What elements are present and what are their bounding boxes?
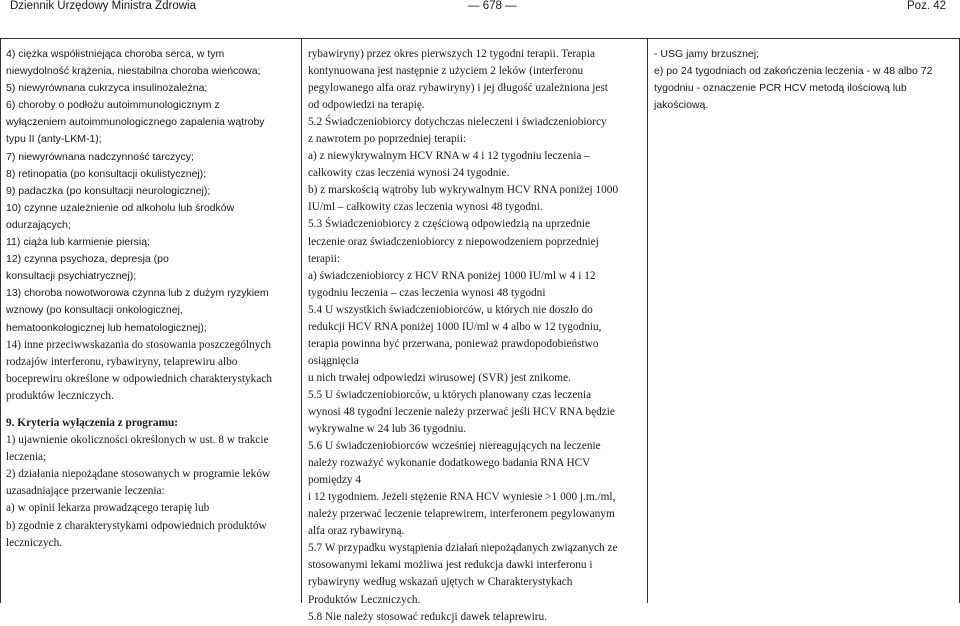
item-number: Poz. 42 (907, 0, 946, 12)
text-line: b) zgodnie z charakterystykami odpowiednich produktów (6, 519, 267, 532)
text-line: kontynuowana jest następnie z użyciem 2 leków (interferonu (308, 65, 584, 78)
text-line: terapia powinna być przerwana, ponieważ prawdopodobieństwo (308, 337, 599, 350)
text-line: 6) choroby o podłożu autoimmunologicznym z (6, 99, 220, 112)
text-line: należy rozważyć wykonanie dodatkowego badania RNA HCV (308, 457, 591, 470)
text-line: boceprewiru określone w odpowiednich charakterystykach (6, 372, 273, 385)
text-line: wyłączeniem autoimmunologicznego zapalenia wątroby (6, 116, 265, 129)
text-line: 5.3 Świadczeniobiorcy z częściową odpowiedzią na uprzednie (308, 218, 590, 231)
text-line: hematoonkologicznej lub hematologicznej); (6, 321, 207, 334)
text-line: osiągnięcia (308, 354, 359, 367)
text-line: tygodniu - oznaczenie PCR HCV metodą ilościową lub (654, 82, 907, 95)
text-line: 14) inne przeciwwskazania do stosowania poszczególnych (6, 338, 272, 351)
text-line: redukcji HCV RNA poniżej 1000 IU/ml w 4 albo w 12 tygodniu, (308, 320, 602, 333)
text-line: e) po 24 tygodniach od zakończenia leczenia - w 48 albo 72 (654, 65, 933, 78)
text-line: leczenie oraz świadczeniobiorcy z niepowodzeniem poprzedniej (308, 235, 599, 248)
text-line: 4) ciężka współistniejąca choroba serca, w tym (6, 48, 225, 60)
text-line: leczniczych. (6, 536, 63, 549)
page-number: — 678 — (468, 0, 517, 12)
text-line: 2) działania niepożądane stosowanych w programie leków (6, 468, 271, 481)
text-line: a) z niewykrywalnym HCV RNA w 4 i 12 tygodniu leczenia – (308, 150, 590, 163)
text-line: 8) retinopatia (po konsultacji okulistycznej); (6, 167, 207, 180)
text-line: rybawiryny) przez okres pierwszych 12 tygodni terapii. Terapia (308, 48, 595, 60)
journal-title: Dziennik Urzędowy Ministra Zdrowia (10, 0, 196, 12)
text-line: 5.4 U wszystkich świadczeniobiorców, u których nie doszło do (308, 303, 593, 316)
text-line: wznowy (po konsultacji onkologicznej, (6, 304, 183, 317)
text-line: jakościową. (654, 99, 709, 112)
text-line: 10) czynne uzależnienie od alkoholu lub środków (6, 201, 235, 214)
section-spacer (6, 405, 296, 415)
text-line: wynosi 48 tygodni leczenie należy przerwać jeśli HCV RNA będzie (308, 405, 615, 418)
text-line: alfa oraz rybawiryną. (308, 525, 405, 538)
text-line: typu II (anty-LKM-1); (6, 133, 102, 146)
text-line: stosowanymi lekami możliwa jest redukcja dawki interferonu i (308, 559, 593, 572)
text-line: u nich trwałej odpowiedzi wirusowej (SVR) jest znikome. (308, 371, 571, 384)
text-line: terapii: (308, 252, 340, 265)
text-line: 1) ujawnienie okoliczności określonych w ust. 8 w trakcie (6, 434, 269, 447)
text-line: 5.7 W przypadku wystąpienia działań niepożądanych związanych ze (308, 542, 618, 555)
text-line: wykrywalne w 24 lub 36 tygodniu. (308, 423, 467, 436)
text-line: a) w opinii lekarza prowadzącego terapię lub (6, 502, 210, 515)
text-line: rodzajów interferonu, rybawiryny, telaprewiru albo (6, 355, 238, 368)
text-line: 11) ciąża lub karmienie piersią; (6, 236, 150, 249)
text-line: Produktów Leczniczych. (308, 593, 421, 606)
text-line: leczenia; (6, 451, 47, 464)
text-line: tygodniu leczenia – czas leczenia wynosi 48 tygodni (308, 286, 546, 299)
text-line: 7) niewyrównana nadczynność tarczycy; (6, 150, 194, 163)
text-line: 5.2 Świadczeniobiorcy dotychczas nieleczeni i świadczeniobiorcy (308, 116, 607, 129)
text-line: 12) czynna psychoza, depresja (po (6, 253, 169, 266)
text-line: konsultacji psychiatrycznej); (6, 270, 137, 283)
text-line: 5.8 Nie należy stosować redukcji dawek telaprewiru. (308, 610, 548, 623)
treatment-column (302, 38, 646, 623)
text-line: a) świadczeniobiorcy z HCV RNA poniżej 1000 IU/ml w 4 i 12 (308, 269, 596, 282)
text-line: 5.6 U świadczeniobiorców wcześniej niereagujących na leczenie (308, 440, 601, 453)
text-line: z nawrotem po poprzedniej terapii: (308, 133, 467, 146)
text-line: pomiędzy 4 (308, 474, 362, 487)
text-line: 9) padaczka (po konsultacji neurologicznej); (6, 184, 211, 197)
text-line: rybawiryny według wskazań ujętych w Charakterystykach (308, 576, 573, 589)
text-line: niewydolność krążenia, niestabilna choroba wieńcowa; (6, 65, 261, 78)
text-line: produktów leczniczych. (6, 389, 114, 402)
exclusion-column (0, 38, 300, 603)
section-heading: 9. Kryteria wyłączenia z programu: (6, 416, 179, 429)
text-line: odurzających; (6, 218, 71, 231)
text-line: 5.5 U świadczeniobiorców, u których planowany czas leczenia (308, 388, 592, 401)
text-line: - USG jamy brzusznej; (654, 48, 760, 60)
text-line: i 12 tygodniem. Jeżeli stężenie RNA HCV wyniesie >1 000 j.m./ml, (308, 491, 616, 504)
text-line: należy przerwać leczenie telaprewirem, interferonem pegylowanym (308, 508, 615, 521)
monitoring-column (648, 38, 960, 603)
text-line: 13) choroba nowotworowa czynna lub z dużym ryzykiem (6, 287, 269, 300)
page-header (0, 0, 960, 14)
text-line: całkowity czas leczenia wynosi 24 tygodnie. (308, 167, 510, 180)
text-line: od odpowiedzi na terapię. (308, 99, 425, 112)
text-line: IU/ml – całkowity czas leczenia wynosi 48 tygodni. (308, 201, 543, 214)
text-line: pegylowanego alfa oraz rybawiryny) i jej długość uzależniona jest (308, 82, 608, 95)
text-line: uzasadniające przerwanie leczenia: (6, 485, 165, 498)
text-line: 5) niewyrównana cukrzyca insulinozależna; (6, 82, 208, 95)
text-line: b) z marskością wątroby lub wykrywalnym HCV RNA poniżej 1000 (308, 184, 619, 197)
